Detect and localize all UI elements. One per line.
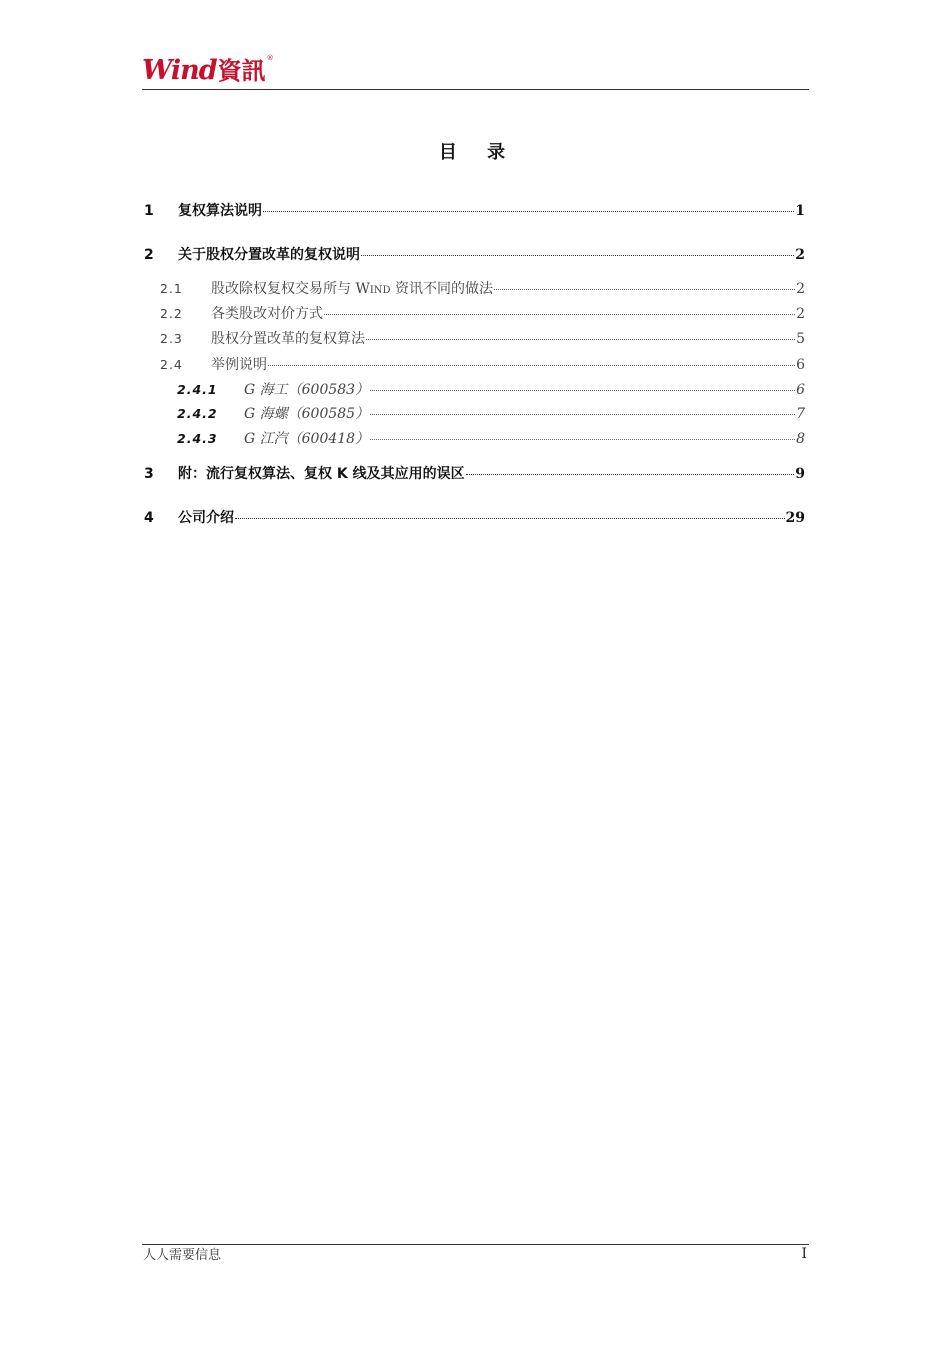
toc-text-wind-smallcaps: IND xyxy=(369,285,391,296)
toc-entry-text xyxy=(211,279,493,301)
toc-entry-page: 2 xyxy=(795,247,805,263)
header-rule xyxy=(142,89,809,90)
toc-entry[interactable] xyxy=(160,329,805,349)
dot-leader xyxy=(370,380,795,394)
footer-slogan: 人人需要信息 xyxy=(143,1248,222,1263)
toc-entry[interactable] xyxy=(160,279,805,301)
toc-entry-number: 2.3 xyxy=(160,331,183,346)
logo-cjk: 資訊 xyxy=(217,57,266,85)
toc-title: 目 录 xyxy=(438,142,518,163)
page-number: I xyxy=(801,1246,807,1262)
toc-entry[interactable] xyxy=(160,355,805,375)
toc-entry-number: 3 xyxy=(144,466,154,482)
toc-entry-number: 2.4.3 xyxy=(177,431,218,446)
toc-entry-text: G 江汽（600418） xyxy=(244,431,370,447)
toc-entry-text: 股权分置改革的复权算法 xyxy=(211,331,365,347)
dot-leader xyxy=(268,355,795,369)
dot-leader xyxy=(235,508,785,522)
dot-leader xyxy=(263,201,794,215)
dot-leader xyxy=(324,304,795,318)
toc-entry-page: 2 xyxy=(796,281,805,297)
toc-entry[interactable] xyxy=(177,380,805,400)
toc-entry-number: 2 xyxy=(144,247,154,263)
wind-logo xyxy=(142,52,274,86)
dot-leader xyxy=(361,245,794,259)
toc-entry-number: 2.2 xyxy=(160,306,183,321)
toc-entry-number: 1 xyxy=(144,203,154,219)
toc-entry[interactable] xyxy=(144,201,805,221)
dot-leader xyxy=(370,429,795,443)
toc-entry[interactable] xyxy=(144,508,805,528)
toc-entry[interactable] xyxy=(144,464,805,484)
toc-text-part: 股改除权复权交易所与 xyxy=(211,281,356,297)
toc-entry-text: G 海螺（600585） xyxy=(244,406,370,422)
toc-entry-text: 各类股改对价方式 xyxy=(211,306,323,322)
toc-entry-number: 2.4 xyxy=(160,357,183,372)
toc-entry-page: 2 xyxy=(796,306,805,322)
toc-entry-page: 29 xyxy=(785,510,805,526)
toc-text-part: 资讯不同的做法 xyxy=(390,281,494,297)
toc-entry-page: 8 xyxy=(796,431,805,447)
dot-leader xyxy=(366,329,795,343)
toc-entry-number: 4 xyxy=(144,510,154,526)
toc-entry-text: 关于股权分置改革的复权说明 xyxy=(178,247,360,263)
toc-entry-text: G 海工（600583） xyxy=(244,382,370,398)
toc-entry-text: 公司介绍 xyxy=(178,510,234,526)
registered-mark: ® xyxy=(266,54,274,62)
toc-entry[interactable] xyxy=(177,404,805,424)
toc-entry-text: 附：流行复权算法、复权 K 线及其应用的误区 xyxy=(178,466,465,482)
toc-entry-page: 1 xyxy=(795,203,805,219)
toc-entry-page: 7 xyxy=(796,406,805,422)
toc-entry[interactable] xyxy=(177,429,805,449)
toc-entry-number: 2.4.2 xyxy=(177,406,218,421)
toc-entry-number: 2.1 xyxy=(160,281,183,296)
toc-entry-number: 2.4.1 xyxy=(177,382,218,397)
footer-rule xyxy=(142,1244,809,1245)
dot-leader xyxy=(494,279,795,293)
toc-entry-page: 5 xyxy=(796,331,805,347)
toc-entry-text: 举例说明 xyxy=(211,357,267,373)
toc-entry-page: 6 xyxy=(796,357,805,373)
toc-entry-page: 9 xyxy=(795,466,805,482)
toc-entry[interactable] xyxy=(160,304,805,324)
toc-entry[interactable] xyxy=(144,245,805,265)
toc-entry-page: 6 xyxy=(796,382,805,398)
toc-entry-text: 复权算法说明 xyxy=(178,203,262,219)
dot-leader xyxy=(466,464,795,478)
logo-wordmark: Wind xyxy=(142,55,217,86)
toc-text-wind-initial: W xyxy=(355,281,370,297)
dot-leader xyxy=(370,404,795,418)
